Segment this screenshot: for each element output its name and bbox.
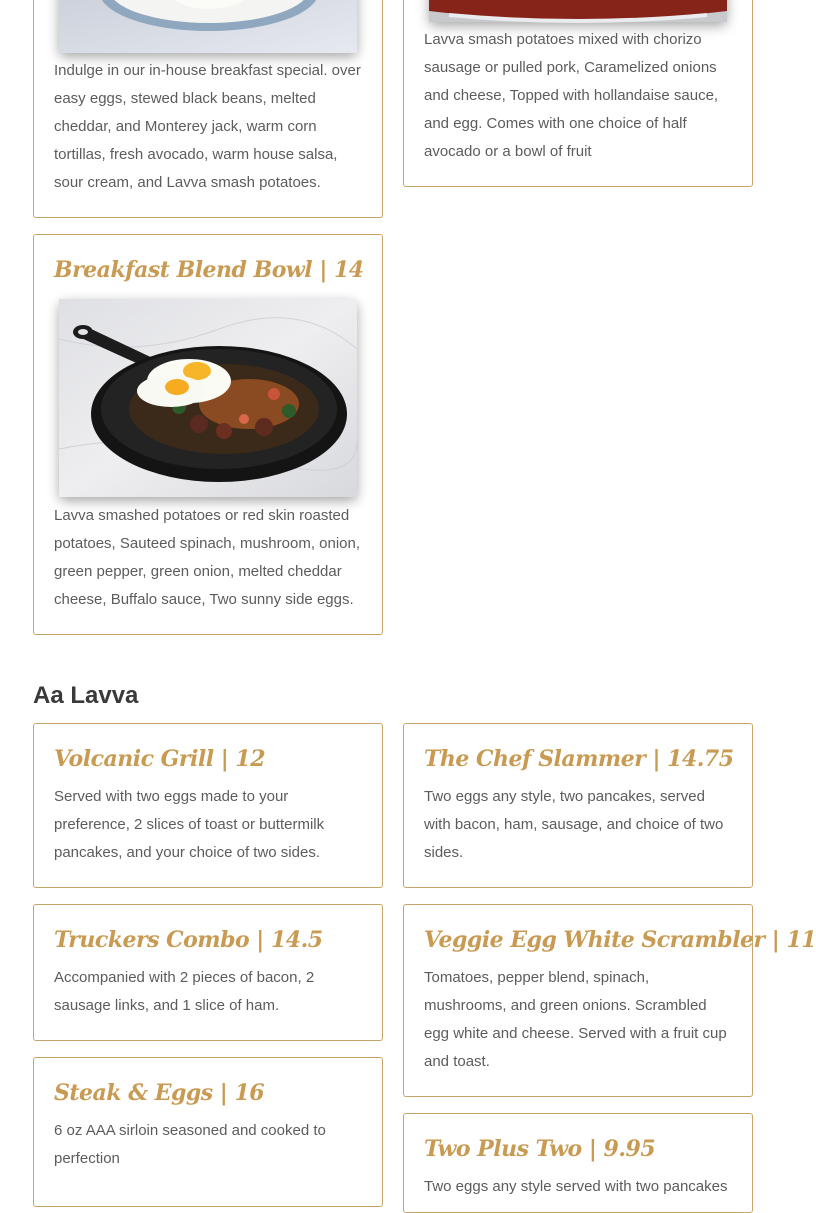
menu-card-veggie-egg-white-scrambler	[403, 904, 816, 1097]
menu-card-two-plus-two	[403, 1113, 753, 1213]
menu-card-breakfast-special	[33, 0, 383, 218]
item-description: Two eggs any style served with two pancakes	[424, 1178, 728, 1195]
item-title: Volcanic Grill | 12	[54, 746, 266, 772]
item-description: 6 oz AAA sirloin seasoned and cooked to perfection	[54, 1122, 326, 1167]
menu-card-breakfast-blend-bowl	[33, 234, 383, 635]
item-description: Two eggs any style, two pancakes, served with bacon, ham, sausage, and choice of two sides.	[424, 788, 724, 861]
item-title: Two Plus Two | 9.95	[424, 1136, 656, 1162]
menu-card-smash-potatoes	[403, 0, 753, 187]
dish-photo	[59, 299, 357, 497]
item-title: Truckers Combo | 14.5	[54, 927, 323, 953]
menu-card-volcanic-grill	[33, 723, 383, 888]
item-title: The Chef Slammer | 14.75	[424, 746, 734, 772]
dish-photo	[59, 0, 357, 53]
item-title: Veggie Egg White Scrambler | 11	[424, 927, 816, 953]
menu-card-chef-slammer	[403, 723, 753, 888]
dish-photo	[429, 0, 727, 22]
menu-card-steak-and-eggs	[33, 1057, 383, 1207]
item-description: Tomatoes, pepper blend, spinach, mushrooms, and green onions. Scrambled egg white and cheese. Served with a fruit cup and toast.	[424, 969, 727, 1070]
section-heading: Aa Lavva	[33, 682, 139, 709]
item-title: Breakfast Blend Bowl | 14	[54, 257, 364, 283]
item-description: Lavva smashed potatoes or red skin roasted potatoes, Sauteed spinach, mushroom, onion, green pepper, green onion, melted cheddar cheese, Buffalo sauce, Two sunny side eggs.	[54, 507, 361, 608]
item-description: Indulge in our in-house breakfast special. over easy eggs, stewed black beans, melted cheddar, and Monterey jack, warm corn tortillas, fresh avocado, warm house salsa, sour cream, and Lavva smash potatoes.	[54, 62, 361, 191]
item-description: Served with two eggs made to your preference, 2 slices of toast or buttermilk pancakes, and your choice of two sides.	[54, 788, 325, 861]
item-title: Steak & Eggs | 16	[54, 1080, 265, 1106]
menu-card-truckers-combo	[33, 904, 383, 1041]
item-description: Lavva smash potatoes mixed with chorizo sausage or pulled pork, Caramelized onions and cheese, Topped with hollandaise sauce, and egg. Comes with one choice of half avocado or a bowl of fruit	[424, 31, 719, 160]
item-description: Accompanied with 2 pieces of bacon, 2 sausage links, and 1 slice of ham.	[54, 969, 315, 1014]
